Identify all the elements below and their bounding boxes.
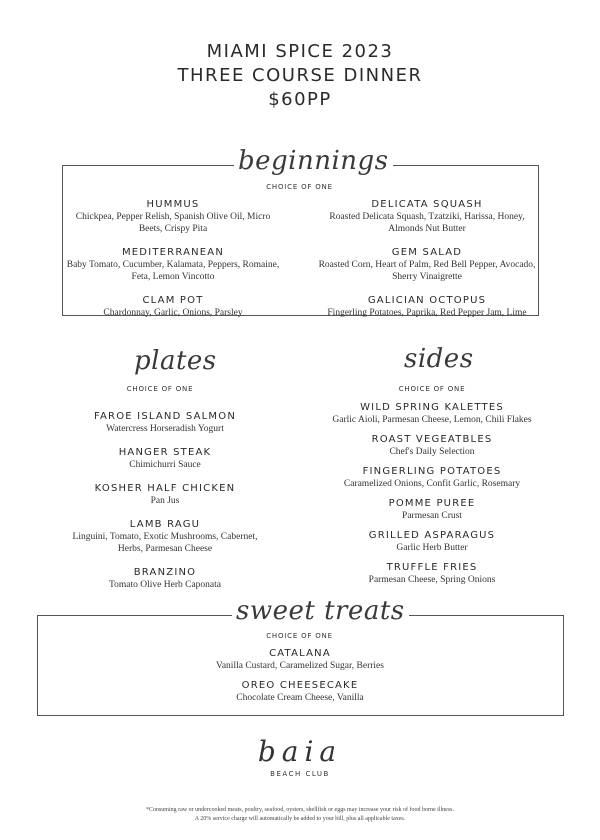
- sweet-treats-column: [150, 647, 450, 711]
- menu-subtitle: THREE COURSE DINNER: [177, 65, 423, 86]
- item-desc: Chocolate Cream Cheese, Vanilla: [236, 693, 364, 703]
- menu-item: [316, 401, 548, 426]
- item-name: GRILLED ASPARAGUS: [368, 530, 496, 541]
- item-name: OREO CHEESECAKE: [241, 680, 359, 691]
- item-name: HANGER STEAK: [118, 447, 212, 458]
- plates-choice: CHOICE OF ONE: [126, 385, 194, 393]
- beginnings-right-column: [318, 198, 536, 330]
- menu-price: $60PP: [268, 89, 332, 110]
- menu-header: [0, 40, 600, 112]
- item-name: ROAST VEGEATBLES: [371, 434, 493, 445]
- menu-item: [64, 198, 282, 235]
- beginnings-left-column: [64, 198, 282, 330]
- item-name: CLAM POT: [142, 295, 204, 306]
- menu-item: [60, 482, 270, 507]
- disclaimer-line-2: A 20% service charge will automatically be added to your bill, plus all applicable taxes.: [194, 816, 406, 822]
- sides-column: [316, 401, 548, 593]
- item-name: CATALANA: [269, 648, 331, 659]
- item-desc: Chickpea, Pepper Relish, Spanish Olive Oil, Micro Beets, Crispy Pita: [75, 212, 271, 234]
- menu-item: [318, 198, 536, 235]
- item-name: WILD SPRING KALETTES: [360, 402, 504, 413]
- item-desc: Roasted Delicata Squash, Tzatziki, Harissa, Honey, Almonds Nut Butter: [329, 212, 525, 234]
- menu-item: [318, 294, 536, 319]
- menu-item: [316, 465, 548, 490]
- menu-item: [316, 433, 548, 458]
- menu-item: [316, 561, 548, 586]
- sweet-treats-choice: CHOICE OF ONE: [266, 632, 333, 640]
- menu-item: [60, 446, 270, 471]
- item-name: LAMB RAGU: [129, 519, 201, 530]
- menu-item: [150, 647, 450, 672]
- menu-item: [64, 294, 282, 319]
- item-name: DELICATA SQUASH: [371, 199, 483, 210]
- disclaimer: [0, 806, 600, 824]
- item-desc: Linguini, Tomato, Exotic Mushrooms, Cabernet, Herbs, Parmesan Cheese: [72, 532, 258, 554]
- item-name: TRUFFLE FRIES: [386, 562, 478, 573]
- menu-item: [60, 566, 270, 591]
- menu-title: MIAMI SPICE 2023: [206, 41, 394, 62]
- plates-column: [60, 410, 270, 602]
- item-name: KOSHER HALF CHICKEN: [94, 483, 236, 494]
- baia-logo: [0, 736, 600, 778]
- item-desc: Chimichurri Sauce: [129, 460, 201, 470]
- item-desc: Garlic Aioli, Parmesan Cheese, Lemon, Chili Flakes: [332, 415, 532, 425]
- item-desc: Fingerling Potatoes, Paprika, Red Pepper Jam, Lime: [327, 308, 527, 318]
- disclaimer-line-1: *Consuming raw or undercooked meats, poultry, seafood, oysters, shellfish or eggs may increase your risk of food borne illness.: [145, 807, 455, 813]
- menu-item: [316, 497, 548, 522]
- sides-choice: CHOICE OF ONE: [398, 385, 466, 393]
- item-desc: Chef's Daily Selection: [389, 447, 475, 457]
- menu-item: [60, 518, 270, 555]
- logo-subtitle: BEACH CLUB: [270, 770, 330, 778]
- item-name: FINGERLING POTATOES: [362, 466, 502, 477]
- menu-item: [318, 246, 536, 283]
- item-desc: Chardonnay, Garlic, Onions, Parsley: [103, 308, 243, 318]
- sweet-treats-title: sweet treats: [232, 596, 409, 626]
- item-desc: Baby Tomato, Cucumber, Kalamata, Peppers, Romaine, Feta, Lemon Vincotto: [66, 260, 280, 282]
- logo-wordmark: baia: [257, 735, 343, 768]
- menu-item: [150, 679, 450, 704]
- item-desc: Parmesan Cheese, Spring Onions: [368, 575, 496, 585]
- item-name: HUMMUS: [146, 199, 200, 210]
- item-desc: Caramelized Onions, Confit Garlic, Rosemary: [343, 479, 521, 489]
- menu-item: [64, 246, 282, 283]
- item-name: GEM SALAD: [391, 247, 463, 258]
- item-name: BRANZINO: [133, 567, 197, 578]
- item-desc: Parmesan Crust: [402, 511, 462, 521]
- item-desc: Watercress Horseradish Yogurt: [106, 424, 224, 434]
- menu-item: [316, 529, 548, 554]
- item-name: FAROE ISLAND SALMON: [93, 411, 236, 422]
- item-desc: Garlic Herb Butter: [396, 543, 468, 553]
- item-desc: Vanilla Custard, Caramelized Sugar, Berries: [216, 661, 384, 671]
- menu-item: [60, 410, 270, 435]
- beginnings-title: beginnings: [234, 146, 393, 176]
- item-name: GALICIAN OCTOPUS: [367, 295, 487, 306]
- item-name: POMME PUREE: [388, 498, 476, 509]
- item-desc: Roasted Corn, Heart of Palm, Red Bell Pepper, Avocado, Sherry Vinaigrette: [318, 260, 536, 282]
- plates-title: plates: [130, 346, 221, 376]
- item-name: MEDITERRANEAN: [121, 247, 225, 258]
- beginnings-choice: CHOICE OF ONE: [266, 183, 333, 191]
- item-desc: Tomato Olive Herb Caponata: [109, 580, 221, 590]
- sides-title: sides: [400, 344, 478, 374]
- item-desc: Pan Jus: [150, 496, 180, 506]
